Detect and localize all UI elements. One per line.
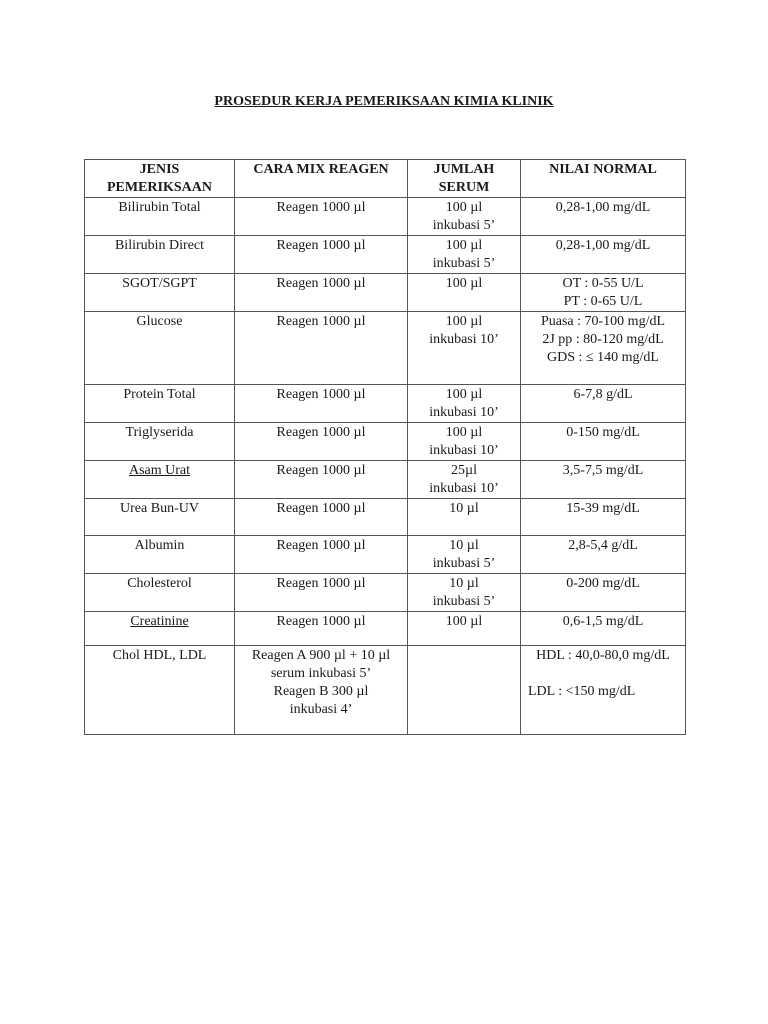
cell-cara: Reagen 1000 µl — [235, 461, 408, 499]
cell-jenis-label: Creatinine — [130, 614, 189, 629]
cell-jumlah: 100 µl inkubasi 5’ — [408, 236, 521, 274]
table-header-row — [85, 160, 686, 198]
table-row — [85, 461, 686, 499]
cell-jenis: Cholesterol — [85, 574, 235, 612]
cell-jumlah — [408, 646, 521, 735]
cell-jumlah: 100 µl inkubasi 10’ — [408, 312, 521, 385]
cell-jenis: Glucose — [85, 312, 235, 385]
cell-nilai: 0-200 mg/dL — [521, 574, 686, 612]
cell-cara: Reagen 1000 µl — [235, 385, 408, 423]
table-row — [85, 198, 686, 236]
cell-nilai: Puasa : 70-100 mg/dL 2J pp : 80-120 mg/dL GDS : ≤ 140 mg/dL — [521, 312, 686, 385]
cell-jenis: SGOT/SGPT — [85, 274, 235, 312]
cell-nilai: OT : 0-55 U/L PT : 0-65 U/L — [521, 274, 686, 312]
cell-jumlah: 100 µl — [408, 612, 521, 646]
cell-jenis: Bilirubin Total — [85, 198, 235, 236]
cell-cara: Reagen 1000 µl — [235, 198, 408, 236]
cell-jenis — [85, 612, 235, 646]
header-jumlah-serum: JUMLAH SERUM — [408, 160, 521, 198]
cell-jenis: Urea Bun-UV — [85, 499, 235, 536]
cell-jenis: Bilirubin Direct — [85, 236, 235, 274]
cell-cara: Reagen 1000 µl — [235, 612, 408, 646]
cell-cara: Reagen 1000 µl — [235, 312, 408, 385]
cell-cara: Reagen 1000 µl — [235, 536, 408, 574]
cell-cara: Reagen 1000 µl — [235, 274, 408, 312]
table-row — [85, 274, 686, 312]
cell-jenis-label: Asam Urat — [128, 463, 191, 478]
cell-jumlah: 10 µl inkubasi 5’ — [408, 574, 521, 612]
hdl-normal-value: HDL : 40,0-80,0 mg/dL — [536, 648, 670, 663]
cell-nilai: 0,28-1,00 mg/dL — [521, 236, 686, 274]
cell-jenis — [85, 461, 235, 499]
cell-jumlah: 10 µl inkubasi 5’ — [408, 536, 521, 574]
cell-jumlah: 100 µl inkubasi 10’ — [408, 423, 521, 461]
cell-jenis: Albumin — [85, 536, 235, 574]
cell-jumlah: 100 µl — [408, 274, 521, 312]
cell-nilai — [521, 646, 686, 735]
cell-cara: Reagen 1000 µl — [235, 236, 408, 274]
table-row — [85, 646, 686, 735]
cell-cara: Reagen A 900 µl + 10 µl serum inkubasi 5’ Reagen B 300 µl inkubasi 4’ — [235, 646, 408, 735]
cell-nilai: 0-150 mg/dL — [521, 423, 686, 461]
cell-nilai: 2,8-5,4 g/dL — [521, 536, 686, 574]
table-row — [85, 574, 686, 612]
table-row — [85, 423, 686, 461]
table-row — [85, 312, 686, 385]
cell-nilai: 3,5-7,5 mg/dL — [521, 461, 686, 499]
table-row — [85, 499, 686, 536]
cell-jenis: Protein Total — [85, 385, 235, 423]
cell-cara: Reagen 1000 µl — [235, 574, 408, 612]
cell-jumlah: 100 µl inkubasi 5’ — [408, 198, 521, 236]
cell-nilai: 0,6-1,5 mg/dL — [521, 612, 686, 646]
cell-jenis: Triglyserida — [85, 423, 235, 461]
header-cara-mix-reagen: CARA MIX REAGEN — [235, 160, 408, 198]
cell-nilai: 6-7,8 g/dL — [521, 385, 686, 423]
header-jenis-pemeriksaan: JENIS PEMERIKSAAN — [85, 160, 235, 198]
document-title: PROSEDUR KERJA PEMERIKSAAN KIMIA KLINIK — [214, 94, 554, 109]
cell-cara: Reagen 1000 µl — [235, 423, 408, 461]
table-row — [85, 236, 686, 274]
cell-nilai: 0,28-1,00 mg/dL — [521, 198, 686, 236]
procedure-table — [84, 159, 686, 735]
table-row — [85, 612, 686, 646]
cell-jumlah: 100 µl inkubasi 10’ — [408, 385, 521, 423]
cell-cara: Reagen 1000 µl — [235, 499, 408, 536]
cell-nilai: 15-39 mg/dL — [521, 499, 686, 536]
cell-jumlah: 10 µl — [408, 499, 521, 536]
table-row — [85, 385, 686, 423]
header-nilai-normal: NILAI NORMAL — [521, 160, 686, 198]
cell-jumlah: 25µl inkubasi 10’ — [408, 461, 521, 499]
table-row — [85, 536, 686, 574]
ldl-normal-value: LDL : <150 mg/dL — [528, 684, 636, 699]
cell-jenis: Chol HDL, LDL — [85, 646, 235, 735]
